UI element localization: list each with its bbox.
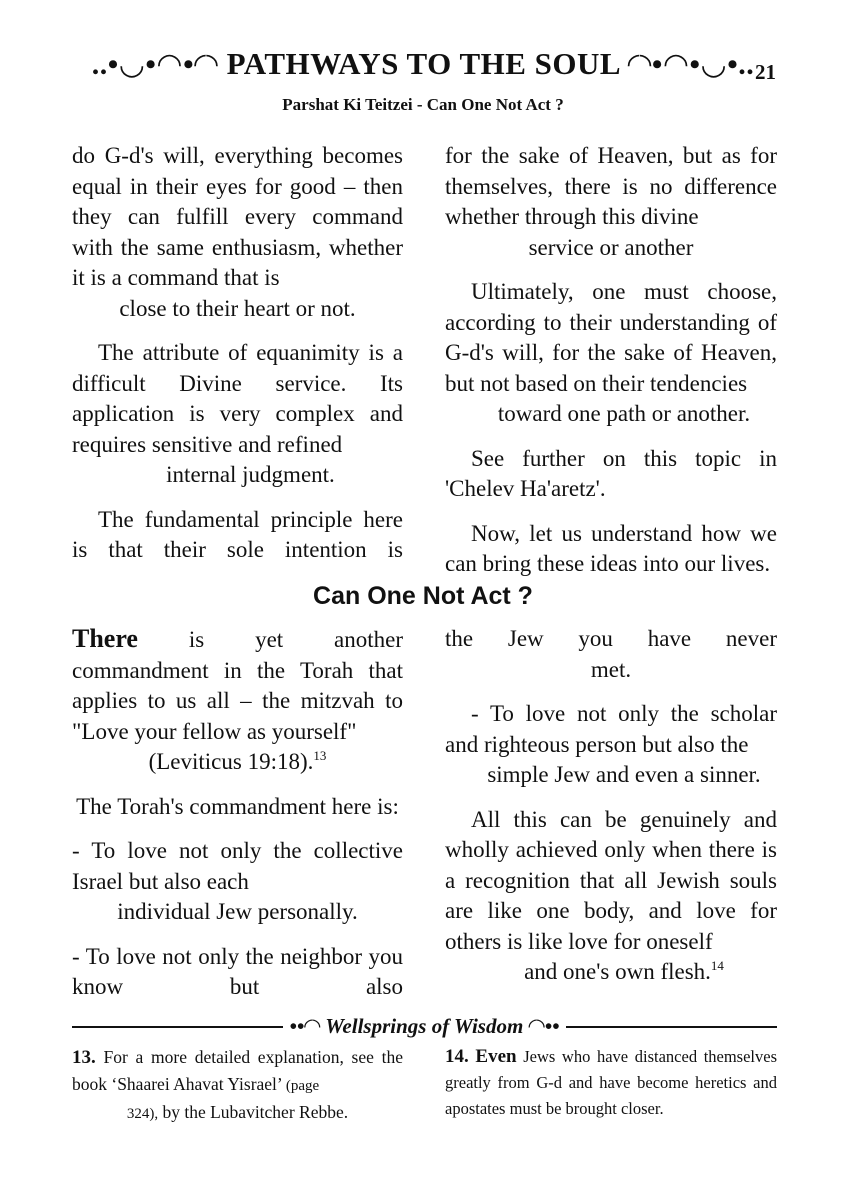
paragraph-last-line: toward one path or another. xyxy=(497,401,751,426)
top-right-column xyxy=(445,141,777,594)
paragraph-last-line xyxy=(72,747,403,778)
citation: (Leviticus 19:18). xyxy=(148,749,314,774)
paragraph xyxy=(445,805,777,988)
chapter-subtitle: Parshat Ki Teitzei - Can One Not Act ? xyxy=(282,95,564,114)
footnote-number: 13. xyxy=(72,1047,96,1068)
paragraph xyxy=(445,444,777,505)
paragraph-body: do G-d's will, everything becomes equal in their eyes for good – then they can fulfill every command with the same enthusiasm, whether it is a command that is xyxy=(72,143,403,290)
paragraph xyxy=(72,836,403,928)
footnote-small: (page xyxy=(285,1078,320,1094)
section-heading: Can One Not Act ? xyxy=(313,582,533,610)
paragraph-body: the Jew you have never xyxy=(445,626,777,651)
paragraph xyxy=(445,655,777,686)
footnote-14 xyxy=(445,1044,777,1122)
footnote-last-line: by the Lubavitcher Rebbe. xyxy=(162,1102,349,1122)
book-title: PATHWAYS TO THE SOUL xyxy=(226,46,620,81)
paragraph xyxy=(72,338,403,491)
paragraph xyxy=(445,699,777,791)
footnote-small: 324), xyxy=(126,1106,159,1122)
footnote-divider xyxy=(72,1013,777,1039)
top-left-column xyxy=(72,141,403,580)
paragraph-last-line xyxy=(445,957,777,988)
divider-label: ••◜◝ Wellsprings of Wisdom ◜◝•• xyxy=(283,1014,565,1038)
paragraph-body: The Torah's commandment here is: xyxy=(76,793,399,819)
paragraph-last-line: internal judgment. xyxy=(166,462,335,487)
paragraph xyxy=(72,792,403,823)
paragraph-body: See further on this topic in 'Chelev Ha'aretz'. xyxy=(445,445,777,501)
paragraph-body: - To love not only the collective Israel but also each xyxy=(72,838,403,894)
ornament-right-icon: ◜◝•◠•◡•.. xyxy=(627,48,755,81)
running-header xyxy=(0,46,846,82)
bottom-left-column xyxy=(72,624,403,1017)
paragraph-last-line: met. xyxy=(590,656,632,682)
bottom-right-column xyxy=(445,624,777,1002)
footnote-number: 14. xyxy=(445,1046,469,1067)
footnote-ref-14[interactable]: 14 xyxy=(710,958,724,973)
paragraph xyxy=(445,624,777,655)
paragraph-body: Ultimately, one must choose, according to their understanding of G-d's will, for the sake of Heaven, but not based on their tendencies xyxy=(445,279,777,396)
paragraph-last-line: simple Jew and even a sinner. xyxy=(487,762,761,787)
paragraph-last-line: close to their heart or not. xyxy=(119,295,356,321)
footnote-body: For a more detailed explanation, see the book ‘Shaarei Ahavat Yisrael’ xyxy=(72,1047,403,1094)
paragraph xyxy=(72,942,403,1003)
footnote-lead-word: Even xyxy=(475,1046,517,1067)
paragraph xyxy=(445,277,777,430)
ornament-left-icon: ..•◡•◠•◜◝ xyxy=(91,48,219,81)
paragraph-body: - To love not only the scholar and righteous person but also the xyxy=(445,701,777,757)
footnote-13 xyxy=(72,1044,403,1127)
paragraph xyxy=(445,519,777,580)
paragraph xyxy=(445,141,777,263)
paragraph-body: The attribute of equanimity is a difficult Divine service. Its application is very complex and requires sensitive and refined xyxy=(72,340,403,457)
intro-word: There xyxy=(72,624,138,653)
paragraph-body: - To love not only the neighbor you know but also xyxy=(72,943,403,999)
paragraph-last-line: service or another xyxy=(528,234,694,260)
page-number: 21 xyxy=(755,60,776,84)
paragraph xyxy=(72,505,403,566)
paragraph xyxy=(72,141,403,324)
paragraph-last-line: individual Jew personally. xyxy=(117,899,358,924)
paragraph-body: is yet another commandment in the Torah that applies to us all – the mitzvah to "Love your fellow as yourself" xyxy=(72,627,404,744)
paragraph-body: All this can be genuinely and wholly achieved only when there is a recognition that all Jewish souls are like one body, and love for others is like love for oneself xyxy=(445,806,777,954)
paragraph-body: for the sake of Heaven, but as for themselves, there is no difference whether through this divine xyxy=(445,143,777,229)
paragraph-body: Now, let us understand how we can bring these ideas into our lives. xyxy=(445,520,777,576)
paragraph-body: The fundamental principle here is that their sole intention is xyxy=(72,506,403,562)
paragraph xyxy=(72,624,403,778)
closing-text: and one's own flesh. xyxy=(524,959,711,984)
footnote-body: Jews who have distanced themselves greatly from G-d and have become heretics and apostates must be brought closer. xyxy=(445,1047,778,1118)
footnote-ref-13[interactable]: 13 xyxy=(313,748,327,763)
